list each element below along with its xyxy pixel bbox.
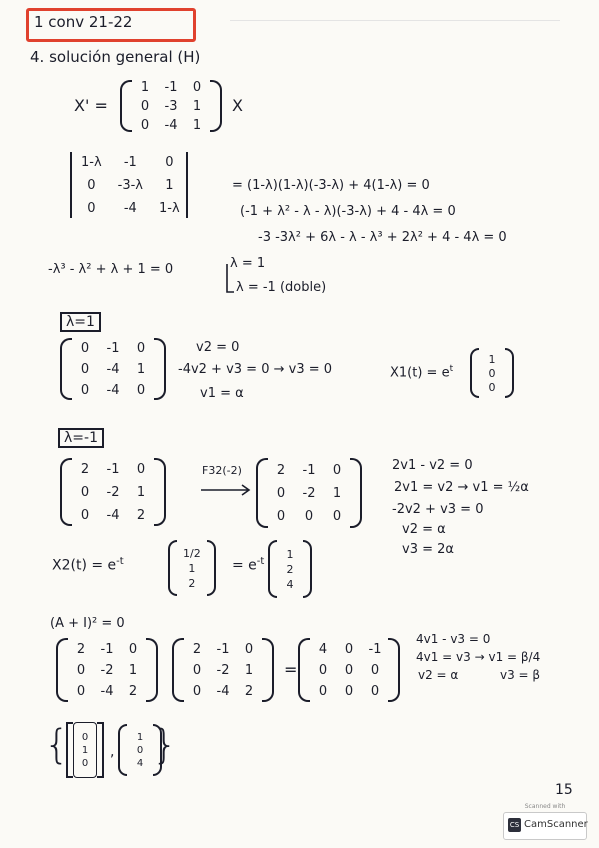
vector-cell: 1/2: [183, 546, 201, 560]
left-bracket: [470, 348, 479, 398]
matrix-cell: 1: [136, 361, 146, 377]
matrix-cell: 0: [276, 485, 286, 501]
matrix-cell: 0: [128, 641, 138, 657]
square-eq3: v2 = α: [418, 668, 459, 682]
left-bracket: [256, 458, 268, 528]
system-matrix-grid: [132, 80, 210, 132]
matrix-cell: 1: [192, 98, 202, 114]
basis-close-brace: }: [152, 722, 178, 768]
vector-cell: 1: [81, 744, 89, 756]
matrix-cell: 2: [76, 641, 86, 657]
case2-eq2: 2v1 = v2 → v1 = ½α: [394, 480, 529, 495]
square-equals: =: [284, 660, 298, 679]
x2-lhs-text: X2(t) = e: [52, 557, 117, 574]
det-bar-right: [186, 152, 191, 218]
system-matrix: [120, 80, 222, 132]
matrix-cell: 2: [80, 461, 90, 477]
case1-grid: [72, 338, 154, 400]
matrix-cell: 0: [80, 361, 90, 377]
vector-cell: 0: [136, 744, 144, 756]
matrix-cell: -2: [216, 662, 230, 678]
vector-cell: 4: [136, 757, 144, 769]
matrix-cell: -4: [164, 117, 178, 133]
square-eq4: v3 = β: [500, 668, 541, 682]
det-cell: 1-λ: [81, 154, 102, 170]
det-cell: -1: [123, 154, 137, 170]
matrix-cell: 0: [332, 508, 342, 524]
right-bracket: [388, 638, 400, 702]
matrix-cell: 1: [136, 484, 146, 500]
row-operation-label: F32(-2): [202, 464, 242, 477]
case1-solution-lhs: [390, 364, 453, 380]
case1-eq1: v2 = 0: [196, 340, 240, 355]
right-bracket: [505, 348, 514, 398]
matrix-cell: 0: [370, 683, 380, 699]
square-m2-grid: [184, 638, 262, 702]
matrix-cell: -4: [106, 382, 120, 398]
det-cell: 0: [165, 154, 174, 170]
x2-vector-a: [168, 540, 216, 596]
matrix-cell: 2: [136, 507, 146, 523]
vector-cell: 1: [488, 352, 496, 366]
left-bracket: [60, 338, 72, 400]
vector-cell: 2: [188, 576, 196, 590]
matrix-cell: 2: [276, 462, 286, 478]
right-bracket: [97, 722, 104, 778]
case1-eq2: -4v2 + v3 = 0 → v3 = 0: [178, 362, 333, 377]
page-number: 15: [555, 782, 573, 798]
square-m2: [172, 638, 274, 702]
matrix-cell: -3: [164, 98, 178, 114]
square-m3: [298, 638, 400, 702]
right-bracket: [154, 338, 166, 400]
basis-vector-1: [66, 722, 104, 778]
square-equation: (A + I)² = 0: [50, 616, 125, 631]
det-cell: 0: [87, 200, 96, 216]
matrix-cell: -4: [216, 683, 230, 699]
matrix-cell: -1: [302, 462, 316, 478]
matrix-cell: 0: [304, 508, 314, 524]
matrix-cell: 0: [370, 662, 380, 678]
matrix-cell: 1: [140, 79, 150, 95]
matrix-cell: 2: [128, 683, 138, 699]
matrix-cell: 0: [244, 641, 254, 657]
case2-eq3: -2v2 + v3 = 0: [392, 502, 484, 517]
x2-mid-exp: -t: [256, 556, 265, 567]
case1-solution-exp: t: [449, 364, 454, 374]
x2-mid: [232, 556, 264, 574]
right-bracket: [207, 540, 216, 596]
case2-eq4: v2 = α: [402, 522, 446, 537]
case1-eq3: v1 = α: [200, 386, 244, 401]
root-1: λ = 1: [230, 256, 266, 271]
case1-label: λ=1: [60, 312, 101, 332]
left-bracket: [60, 458, 72, 526]
det-cell: 0: [87, 177, 96, 193]
matrix-cell: -1: [106, 340, 120, 356]
matrix-cell: 2: [244, 683, 254, 699]
vector-cell: 2: [286, 562, 294, 576]
bleed-through-marks: [230, 20, 560, 61]
matrix-cell: -1: [368, 641, 382, 657]
matrix-cell: 0: [192, 79, 202, 95]
right-bracket: [262, 638, 274, 702]
matrix-cell: 0: [80, 507, 90, 523]
matrix-cell: 1: [128, 662, 138, 678]
case1-solution-vector: [470, 348, 514, 398]
x2-lhs: [52, 556, 124, 574]
case2-matrix-a: [60, 458, 166, 526]
x2-mid-text: = e: [232, 557, 257, 574]
matrix-cell: 1: [332, 485, 342, 501]
matrix-cell: 0: [136, 340, 146, 356]
case1-vec-grid: [479, 348, 505, 398]
matrix-cell: 2: [192, 641, 202, 657]
char-equation: -λ³ - λ² + λ + 1 = 0: [48, 262, 174, 277]
matrix-cell: -2: [100, 662, 114, 678]
matrix-cell: 0: [318, 662, 328, 678]
right-bracket: [146, 638, 158, 702]
matrix-cell: -1: [164, 79, 178, 95]
matrix-cell: 1: [244, 662, 254, 678]
vector-cell: 0: [81, 731, 89, 743]
determinant-grid: [75, 152, 186, 218]
matrix-cell: 0: [80, 484, 90, 500]
matrix-cell: 0: [332, 462, 342, 478]
left-bracket: [168, 540, 177, 596]
vector-cell: 1: [286, 547, 294, 561]
matrix-cell: 0: [318, 683, 328, 699]
basis-comma: ,: [110, 744, 115, 760]
left-bracket: [66, 722, 73, 778]
camscanner-brand: CamScanner: [524, 819, 588, 830]
left-bracket: [120, 80, 132, 132]
vector-cell: 0: [488, 366, 496, 380]
case2-grid-b: [268, 458, 350, 528]
square-m3-grid: [310, 638, 388, 702]
square-m1-grid: [68, 638, 146, 702]
case2-matrix-b: [256, 458, 362, 528]
matrix-cell: 0: [76, 683, 86, 699]
long-arrow-icon: [200, 484, 252, 496]
camscanner-badge: [503, 812, 587, 840]
left-bracket: [268, 540, 277, 598]
vector-cell: 0: [488, 380, 496, 394]
matrix-cell: 0: [136, 382, 146, 398]
case2-label: λ=-1: [58, 428, 104, 448]
matrix-cell: -2: [106, 484, 120, 500]
matrix-cell: -4: [106, 507, 120, 523]
system-rhs-var: X: [232, 96, 243, 115]
matrix-cell: 0: [344, 641, 354, 657]
det-cell: -3-λ: [117, 177, 144, 193]
left-bracket: [298, 638, 310, 702]
title-text: 1 conv 21-22: [34, 13, 133, 31]
right-bracket: [154, 458, 166, 526]
matrix-cell: -2: [302, 485, 316, 501]
matrix-cell: -4: [106, 361, 120, 377]
determinant-matrix: [70, 152, 191, 218]
matrix-cell: 0: [80, 382, 90, 398]
matrix-cell: 0: [344, 683, 354, 699]
case1-solution-text: X1(t) = e: [390, 365, 450, 381]
left-bracket: [56, 638, 68, 702]
right-bracket: [210, 80, 222, 132]
basis-vec2-grid: [127, 724, 153, 776]
scanned-with-label: Scanned with: [524, 803, 566, 810]
vector-cell: 1: [136, 731, 144, 743]
matrix-cell: -4: [100, 683, 114, 699]
det-cell: 1-λ: [159, 200, 180, 216]
matrix-cell: 1: [192, 117, 202, 133]
left-bracket: [118, 724, 127, 776]
square-eq2: 4v1 = v3 → v1 = β/4: [416, 650, 541, 664]
case2-eq1: 2v1 - v2 = 0: [392, 458, 473, 473]
matrix-cell: 0: [140, 117, 150, 133]
system-lhs: X' =: [74, 96, 108, 115]
x2-vec-a-grid: [177, 540, 207, 596]
vector-cell: 4: [286, 577, 294, 591]
case2-eq5: v3 = 2α: [402, 542, 454, 557]
matrix-cell: 0: [276, 508, 286, 524]
det-line-2: (-1 + λ² - λ - λ)(-3-λ) + 4 - 4λ = 0: [240, 204, 456, 219]
x2-vector-b: [268, 540, 312, 598]
matrix-cell: 0: [80, 340, 90, 356]
root-2: λ = -1 (doble): [236, 280, 327, 295]
det-cell: 1: [165, 177, 174, 193]
vector-cell: 1: [188, 561, 196, 575]
matrix-cell: 0: [192, 683, 202, 699]
matrix-cell: 4: [318, 641, 328, 657]
left-bracket: [172, 638, 184, 702]
square-m1: [56, 638, 158, 702]
det-line-3: -3 -3λ² + 6λ - λ - λ³ + 2λ² + 4 - 4λ = 0: [258, 230, 507, 245]
matrix-cell: 0: [192, 662, 202, 678]
matrix-cell: 0: [140, 98, 150, 114]
x2-exp: -t: [116, 556, 124, 567]
det-line-1: = (1-λ)(1-λ)(-3-λ) + 4(1-λ) = 0: [232, 178, 430, 193]
matrix-cell: -1: [216, 641, 230, 657]
right-bracket: [350, 458, 362, 528]
matrix-cell: -1: [106, 461, 120, 477]
matrix-cell: -1: [100, 641, 114, 657]
basis-open-brace: {: [44, 722, 70, 768]
x2-vec-b-grid: [277, 540, 303, 598]
matrix-cell: 0: [344, 662, 354, 678]
square-eq1: 4v1 - v3 = 0: [416, 632, 491, 646]
section-heading: 4. solución general (H): [30, 48, 201, 66]
matrix-cell: 0: [76, 662, 86, 678]
root-bracket: [224, 262, 236, 298]
basis-vec1-grid: [73, 722, 97, 778]
det-cell: -4: [123, 200, 137, 216]
camscanner-icon: CS: [508, 818, 521, 832]
case1-matrix: [60, 338, 166, 400]
right-bracket: [303, 540, 312, 598]
matrix-cell: 0: [136, 461, 146, 477]
case2-grid-a: [72, 458, 154, 526]
vector-cell: 0: [81, 757, 89, 769]
